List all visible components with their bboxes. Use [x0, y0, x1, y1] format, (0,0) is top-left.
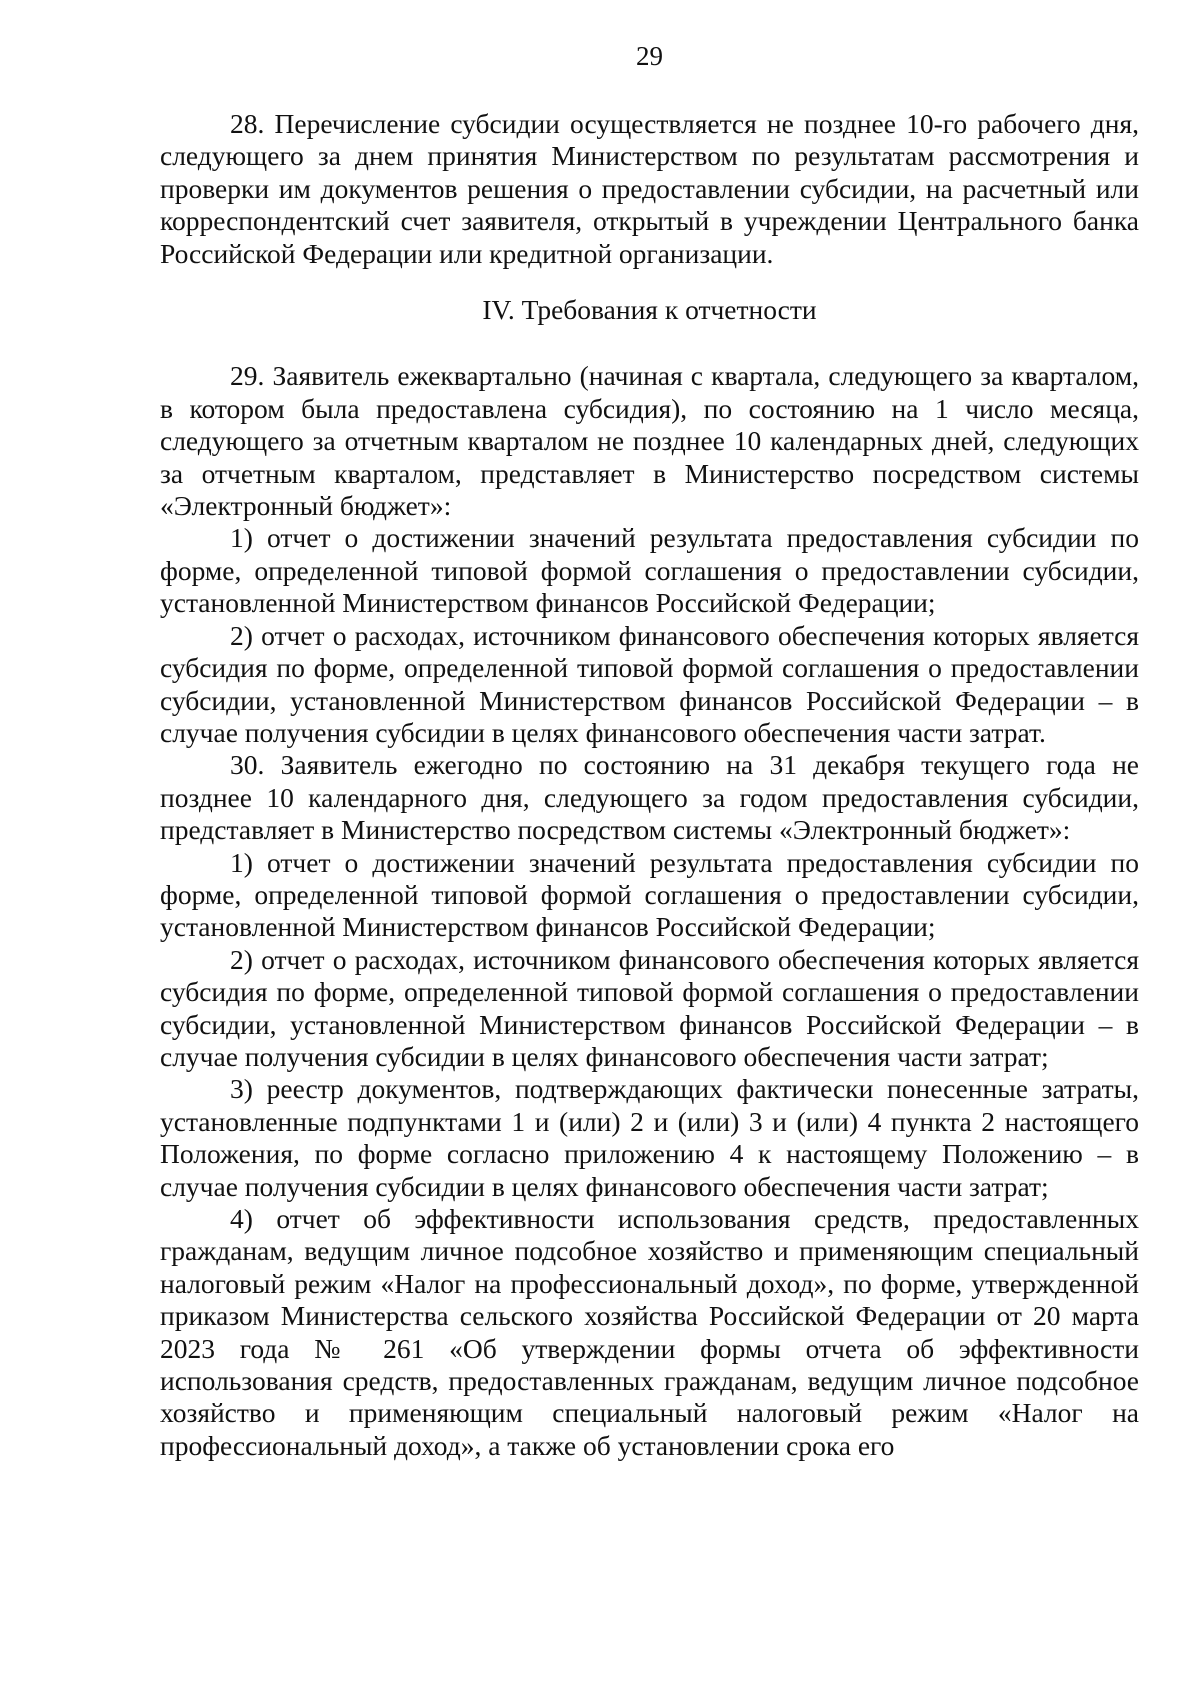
- paragraph-30-item-1: 1) отчет о достижении значений результата предоставления субсидии по форме, определенной типовой формой соглашения о предоставлении субсидии, установленной Министерством финансов Российской Федерации;: [160, 846, 1139, 943]
- paragraph-30-item-3: 3) реестр документов, подтверждающих фактически понесенные затраты, установленные подпунктами 1 и (или) 2 и (или) 3 и (или) 4 пункта 2 настоящего Положения, по форме согласно приложению 4 к настоящему Положению – в случае получения субсидии в целях финансового обеспечения части затрат;: [160, 1073, 1139, 1202]
- paragraph-30-item-4: 4) отчет об эффективности использования средств, предоставленных гражданам, ведущим личное подсобное хозяйство и применяющим специальный налоговый режим «Налог на профессиональный доход», по форме, утвержденной приказом Министерства сельского хозяйства Российской Федерации от 20 марта 2023 года № 261 «Об утверждении формы отчета об эффективности использования средств, предоставленных гражданам, ведущим личное подсобное хозяйство и применяющим специальный налоговый режим «Налог на профессиональный доход», а также об установлении срока его: [160, 1203, 1139, 1461]
- paragraph-29: 29. Заявитель ежеквартально (начиная с квартала, следующего за кварталом, в котором была предоставлена субсидия), по состоянию на 1 число месяца, следующего за отчетным кварталом не позднее 10 календарных дней, следующих за отчетным кварталом, представляет в Министерство посредством системы «Электронный бюджет»:: [160, 360, 1139, 522]
- paragraph-29-item-1: 1) отчет о достижении значений результата предоставления субсидии по форме, определенной типовой формой соглашения о предоставлении субсидии, установленной Министерством финансов Российской Федерации;: [160, 522, 1139, 619]
- document-page: [160, 40, 1139, 1462]
- paragraph-30: 30. Заявитель ежегодно по состоянию на 31 декабря текущего года не позднее 10 календарного дня, следующего за годом предоставления субсидии, представляет в Министерство посредством системы «Электронный бюджет»:: [160, 749, 1139, 846]
- paragraph-29-item-2: 2) отчет о расходах, источником финансового обеспечения которых является субсидия по форме, определенной типовой формой соглашения о предоставлении субсидии, установленной Министерством финансов Российской Федерации – в случае получения субсидии в целях финансового обеспечения части затрат.: [160, 619, 1139, 748]
- page-number: 29: [636, 41, 663, 71]
- paragraph-28: 28. Перечисление субсидии осуществляется не позднее 10-го рабочего дня, следующего за днем принятия Министерством по результатам рассмотрения и проверки им документов решения о предоставлении субсидии, на расчетный или корреспондентский счет заявителя, открытый в учреждении Центрального банка Российской Федерации или кредитной организации.: [160, 108, 1139, 269]
- paragraph-30-item-2: 2) отчет о расходах, источником финансового обеспечения которых является субсидия по форме, определенной типовой формой соглашения о предоставлении субсидии, установленной Министерством финансов Российской Федерации – в случае получения субсидии в целях финансового обеспечения части затрат;: [160, 943, 1139, 1072]
- section-heading: IV. Требования к отчетности: [482, 294, 817, 326]
